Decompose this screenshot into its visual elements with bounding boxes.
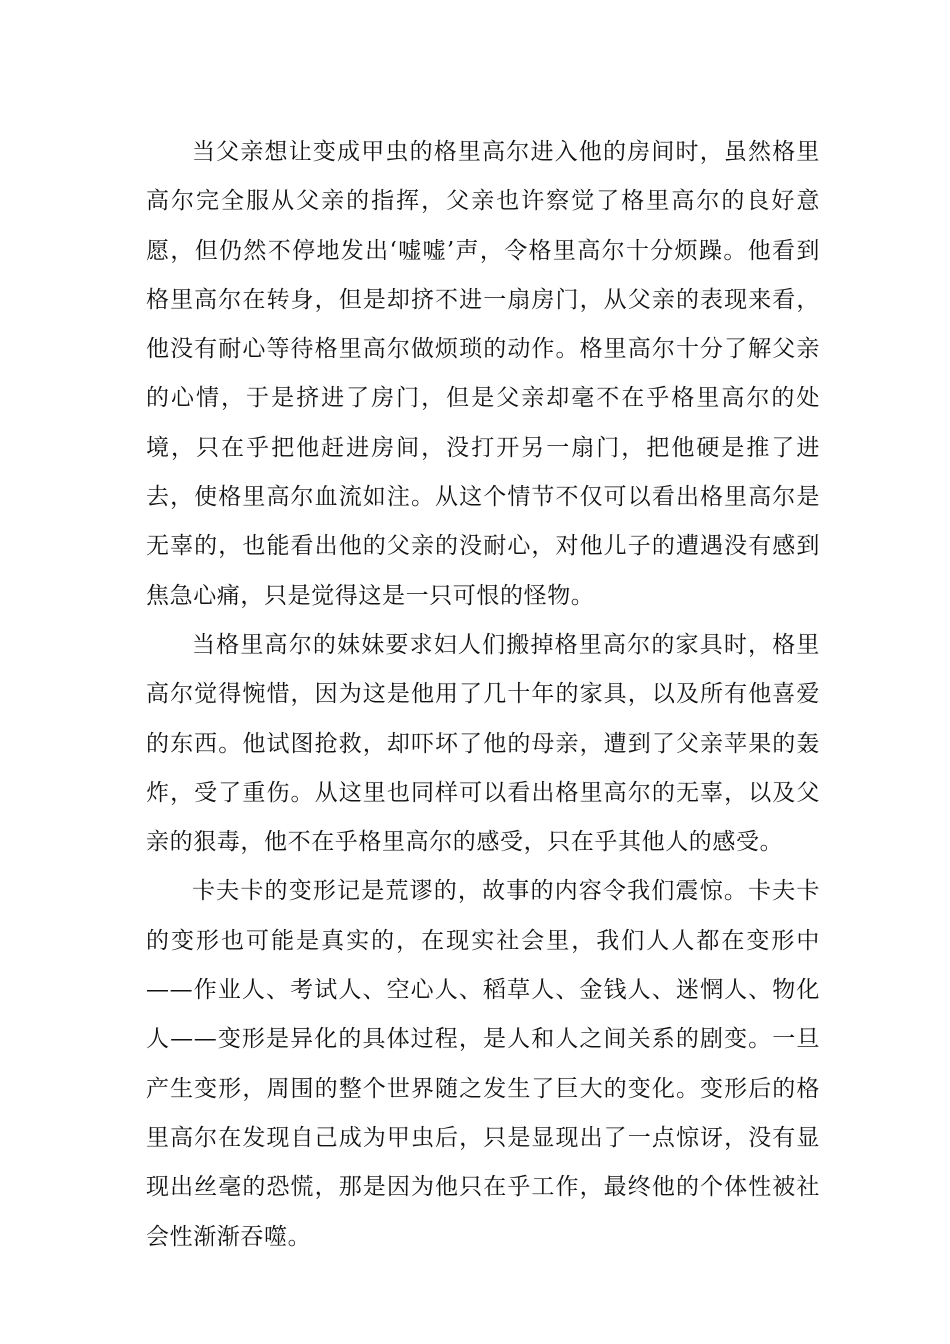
paragraph-3: 卡夫卡的变形记是荒谬的，故事的内容令我们震惊。卡夫卡的变形也可能是真实的，在现实社会里，我们人人都在变形中——作业人、考试人、空心人、稻草人、金钱人、迷惘人、物化人——变形是异化的具体过程，是人和人之间关系的剧变。一旦产生变形，周围的整个世界随之发生了巨大的变化。变形后的格里高尔在发现自己成为甲虫后，只是显现出了一点惊讶，没有显现出丝毫的恐慌，那是因为他只在乎工作，最终他的个体性被社会性渐渐吞噬。 [146, 878, 820, 1250]
document-body [146, 128, 820, 1262]
paragraph-1: 当父亲想让变成甲虫的格里高尔进入他的房间时，虽然格里高尔完全服从父亲的指挥，父亲也许察觉了格里高尔的良好意愿，但仍然不停地发出‘嘘嘘’声，令格里高尔十分烦躁。他看到格里高尔在转身，但是却挤不进一扇房门，从父亲的表现来看，他没有耐心等待格里高尔做烦琐的动作。格里高尔十分了解父亲的心情，于是挤进了房门，但是父亲却毫不在乎格里高尔的处境，只在乎把他赶进房间，没打开另一扇门，把他硬是推了进去，使格里高尔血流如注。从这个情节不仅可以看出格里高尔是无辜的，也能看出他的父亲的没耐心，对他儿子的遭遇没有感到焦急心痛，只是觉得这是一只可恨的怪物。 [146, 139, 820, 609]
paragraph-2: 当格里高尔的妹妹要求妇人们搬掉格里高尔的家具时，格里高尔觉得惋惜，因为这是他用了几十年的家具，以及所有他喜爱的东西。他试图抢救，却吓坏了他的母亲，遭到了父亲苹果的轰炸，受了重伤。从这里也同样可以看出格里高尔的无辜，以及父亲的狠毒，他不在乎格里高尔的感受，只在乎其他人的感受。 [146, 631, 820, 856]
